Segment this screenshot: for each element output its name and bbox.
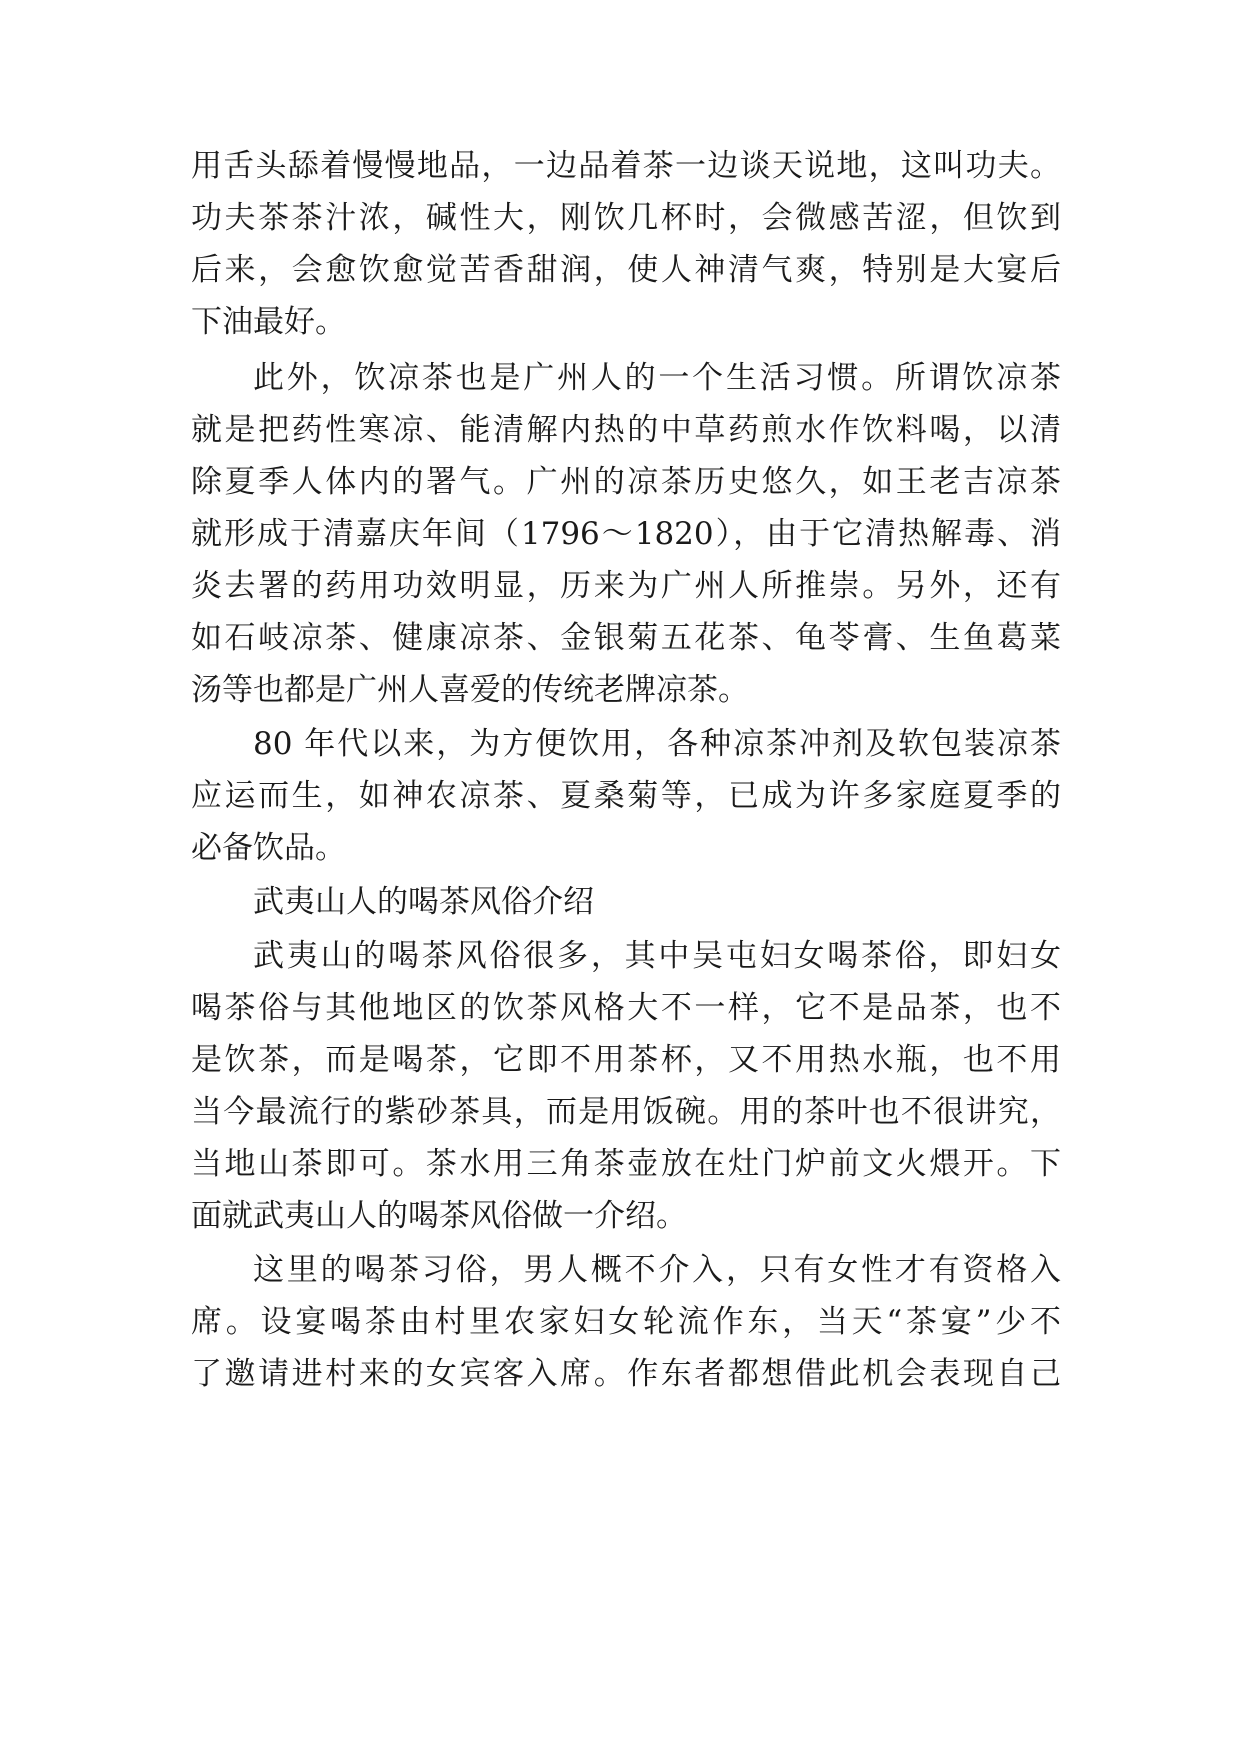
text-line: 汤等也都是广州人喜爱的传统老牌凉茶。 xyxy=(191,672,749,708)
text-line: 此外，饮凉茶也是广州人的一个生活习惯。所谓饮凉茶 xyxy=(253,360,1061,396)
text-line: 面就武夷山人的喝茶风俗做一介绍。 xyxy=(191,1198,687,1234)
text-line: 喝茶俗与其他地区的饮茶风格大不一样，它不是品茶，也不 xyxy=(191,990,1061,1026)
text-line: 除夏季人体内的署气。广州的凉茶历史悠久，如王老吉凉茶 xyxy=(191,464,1061,500)
text-line: 席。设宴喝茶由村里农家妇女轮流作东，当天“茶宴”少不 xyxy=(191,1304,1061,1340)
text-line: 如石岐凉茶、健康凉茶、金银菊五花茶、龟苓膏、生鱼葛菜 xyxy=(191,620,1061,656)
text-line: 用舌头舔着慢慢地品，一边品着茶一边谈天说地，这叫功夫。 xyxy=(191,148,1061,184)
text-line: 下油最好。 xyxy=(191,304,346,340)
text-line: 当地山茶即可。茶水用三角茶壶放在灶门炉前文火煨开。下 xyxy=(191,1146,1061,1182)
text-line: 功夫茶茶汁浓，碱性大，刚饮几杯时，会微感苦涩，但饮到 xyxy=(191,200,1061,236)
text-line: 应运而生，如神农凉茶、夏桑菊等，已成为许多家庭夏季的 xyxy=(191,778,1061,814)
text-line: 就是把药性寒凉、能清解内热的中草药煎水作饮料喝，以清 xyxy=(191,412,1061,448)
text-line: 这里的喝茶习俗，男人概不介入，只有女性才有资格入 xyxy=(253,1252,1061,1288)
text-line: 当今最流行的紫砂茶具，而是用饭碗。用的茶叶也不很讲究， xyxy=(191,1094,1061,1130)
text-line: 必备饮品。 xyxy=(191,830,346,866)
text-line: 就形成于清嘉庆年间（1796～1820），由于它清热解毒、消 xyxy=(191,516,1061,552)
text-line: 是饮茶，而是喝茶，它即不用茶杯，又不用热水瓶，也不用 xyxy=(191,1042,1061,1078)
text-line: 武夷山的喝茶风俗很多，其中吴屯妇女喝茶俗，即妇女 xyxy=(253,938,1061,974)
section-heading: 武夷山人的喝茶风俗介绍 xyxy=(253,884,594,920)
text-line: 了邀请进村来的女宾客入席。作东者都想借此机会表现自己 xyxy=(191,1356,1061,1392)
text-line: 80 年代以来，为方便饮用，各种凉茶冲剂及软包装凉茶 xyxy=(253,726,1061,762)
text-line: 炎去署的药用功效明显，历来为广州人所推崇。另外，还有 xyxy=(191,568,1061,604)
text-line: 后来，会愈饮愈觉苦香甜润，使人神清气爽，特别是大宴后 xyxy=(191,252,1061,288)
